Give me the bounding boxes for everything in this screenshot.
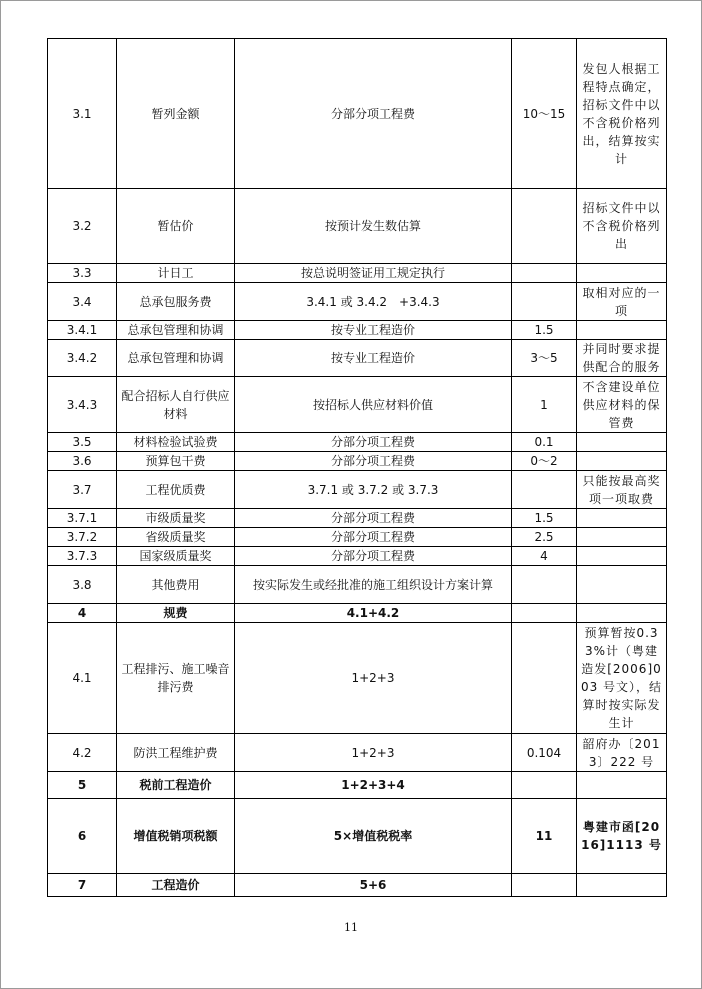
table-row — [48, 189, 667, 264]
calc-basis: 1+2+3 — [235, 734, 512, 772]
item-name: 省级质量奖 — [117, 528, 235, 547]
remark: 韶府办〔2013〕222 号 — [577, 734, 667, 772]
item-name: 国家级质量奖 — [117, 547, 235, 566]
remark — [577, 433, 667, 452]
calc-basis: 分部分项工程费 — [235, 433, 512, 452]
rate-value: 0～2 — [512, 452, 577, 471]
rate-value — [512, 283, 577, 321]
item-number: 3.4.2 — [48, 340, 117, 377]
table-row — [48, 734, 667, 772]
remark — [577, 874, 667, 897]
calc-basis: 分部分项工程费 — [235, 547, 512, 566]
remark — [577, 264, 667, 283]
item-number: 6 — [48, 799, 117, 874]
calc-basis: 分部分项工程费 — [235, 39, 512, 189]
rate-value: 11 — [512, 799, 577, 874]
calc-basis: 按预计发生数估算 — [235, 189, 512, 264]
table-row — [48, 547, 667, 566]
rate-value — [512, 772, 577, 799]
remark — [577, 528, 667, 547]
rate-value: 0.1 — [512, 433, 577, 452]
calc-basis: 按实际发生或经批准的施工组织设计方案计算 — [235, 566, 512, 604]
remark — [577, 452, 667, 471]
remark: 预算暂按0.33%计（粤建造发[2006]003 号文），结算时按实际发生计 — [577, 623, 667, 734]
remark: 不含建设单位供应材料的保管费 — [577, 377, 667, 433]
rate-value — [512, 604, 577, 623]
item-number: 5 — [48, 772, 117, 799]
item-number: 3.1 — [48, 39, 117, 189]
calc-basis: 分部分项工程费 — [235, 509, 512, 528]
table-row — [48, 39, 667, 189]
item-name: 总承包服务费 — [117, 283, 235, 321]
item-number: 3.7.3 — [48, 547, 117, 566]
item-name: 工程造价 — [117, 874, 235, 897]
item-name: 规费 — [117, 604, 235, 623]
item-name: 预算包干费 — [117, 452, 235, 471]
table-row — [48, 283, 667, 321]
table-row — [48, 772, 667, 799]
calc-basis: 分部分项工程费 — [235, 528, 512, 547]
table-row — [48, 471, 667, 509]
item-number: 3.4 — [48, 283, 117, 321]
table-row — [48, 623, 667, 734]
item-number: 3.8 — [48, 566, 117, 604]
item-number: 3.6 — [48, 452, 117, 471]
remark — [577, 772, 667, 799]
rate-value: 10～15 — [512, 39, 577, 189]
table-row — [48, 604, 667, 623]
rate-value: 4 — [512, 547, 577, 566]
fee-table — [47, 38, 667, 897]
rate-value: 0.104 — [512, 734, 577, 772]
calc-basis: 按专业工程造价 — [235, 340, 512, 377]
item-name: 税前工程造价 — [117, 772, 235, 799]
item-name: 总承包管理和协调 — [117, 321, 235, 340]
table-row — [48, 377, 667, 433]
table-row — [48, 321, 667, 340]
item-name: 市级质量奖 — [117, 509, 235, 528]
item-number: 3.7 — [48, 471, 117, 509]
rate-value — [512, 566, 577, 604]
item-name: 防洪工程维护费 — [117, 734, 235, 772]
item-number: 3.7.1 — [48, 509, 117, 528]
item-name: 暂估价 — [117, 189, 235, 264]
item-number: 3.7.2 — [48, 528, 117, 547]
remark: 只能按最高奖项一项取费 — [577, 471, 667, 509]
calc-basis: 3.4.1 或 3.4.2 +3.4.3 — [235, 283, 512, 321]
item-name: 其他费用 — [117, 566, 235, 604]
page-number: 11 — [344, 921, 358, 934]
table-row — [48, 566, 667, 604]
remark: 招标文件中以不含税价格列出 — [577, 189, 667, 264]
item-name: 工程优质费 — [117, 471, 235, 509]
rate-value: 1.5 — [512, 321, 577, 340]
remark: 并同时要求提供配合的服务 — [577, 340, 667, 377]
table-row — [48, 528, 667, 547]
calc-basis: 按总说明签证用工规定执行 — [235, 264, 512, 283]
item-name: 工程排污、施工噪音排污费 — [117, 623, 235, 734]
item-name: 增值税销项税额 — [117, 799, 235, 874]
calc-basis: 4.1+4.2 — [235, 604, 512, 623]
table-row — [48, 452, 667, 471]
item-name: 配合招标人自行供应材料 — [117, 377, 235, 433]
item-name: 暂列金额 — [117, 39, 235, 189]
remark — [577, 566, 667, 604]
item-number: 3.5 — [48, 433, 117, 452]
calc-basis: 5+6 — [235, 874, 512, 897]
calc-basis: 5×增值税税率 — [235, 799, 512, 874]
item-number: 3.4.1 — [48, 321, 117, 340]
calc-basis: 1+2+3 — [235, 623, 512, 734]
table-row — [48, 799, 667, 874]
remark — [577, 547, 667, 566]
calc-basis: 3.7.1 或 3.7.2 或 3.7.3 — [235, 471, 512, 509]
item-name: 材料检验试验费 — [117, 433, 235, 452]
item-number: 7 — [48, 874, 117, 897]
rate-value: 3～5 — [512, 340, 577, 377]
table-row — [48, 874, 667, 897]
calc-basis: 按招标人供应材料价值 — [235, 377, 512, 433]
item-number: 3.3 — [48, 264, 117, 283]
remark — [577, 604, 667, 623]
item-number: 3.4.3 — [48, 377, 117, 433]
rate-value — [512, 189, 577, 264]
rate-value — [512, 623, 577, 734]
rate-value: 1 — [512, 377, 577, 433]
item-number: 4.2 — [48, 734, 117, 772]
item-name: 计日工 — [117, 264, 235, 283]
remark — [577, 509, 667, 528]
rate-value — [512, 471, 577, 509]
table-row — [48, 509, 667, 528]
remark: 取相对应的一项 — [577, 283, 667, 321]
remark — [577, 321, 667, 340]
table-row — [48, 264, 667, 283]
remark: 发包人根据工程特点确定，招标文件中以不含税价格列出，结算按实计 — [577, 39, 667, 189]
calc-basis: 分部分项工程费 — [235, 452, 512, 471]
calc-basis: 按专业工程造价 — [235, 321, 512, 340]
table-row — [48, 340, 667, 377]
rate-value — [512, 874, 577, 897]
rate-value: 1.5 — [512, 509, 577, 528]
remark: 粤建市函[2016]1113 号 — [577, 799, 667, 874]
calc-basis: 1+2+3+4 — [235, 772, 512, 799]
rate-value: 2.5 — [512, 528, 577, 547]
item-number: 4.1 — [48, 623, 117, 734]
item-number: 4 — [48, 604, 117, 623]
rate-value — [512, 264, 577, 283]
item-name: 总承包管理和协调 — [117, 340, 235, 377]
item-number: 3.2 — [48, 189, 117, 264]
table-row — [48, 433, 667, 452]
